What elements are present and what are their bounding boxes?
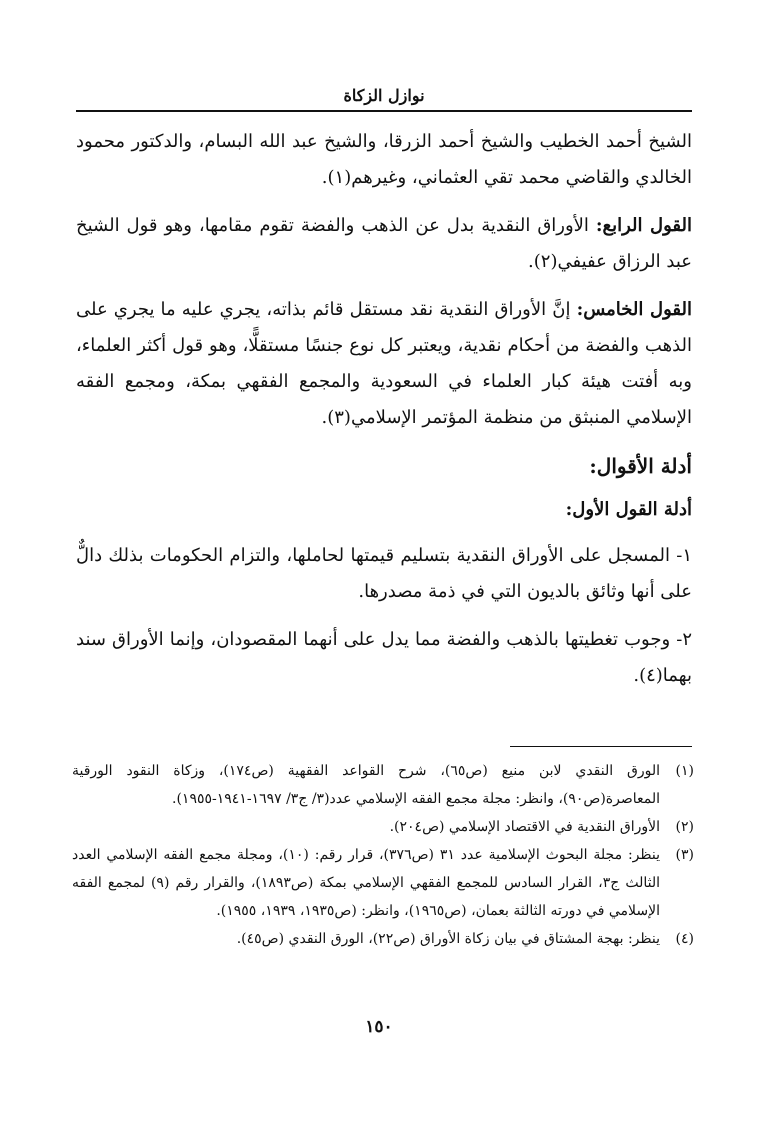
paragraph-lead: القول الخامس: (576, 299, 693, 320)
running-head: نوازل الزكاة (343, 86, 425, 105)
footnote-number: (١) (675, 763, 694, 779)
section-heading: أدلة الأقوال: (589, 454, 692, 478)
footnote-number: (٢) (675, 819, 694, 835)
footnote (72, 757, 694, 813)
footnote (72, 925, 694, 953)
paragraph-fourth-opinion (76, 208, 692, 280)
evidence-item: ٢- وجوب تغطيتها بالذهب والفضة مما يدل على أنهما المقصودان، وإنما الأوراق سند بهما(٤). (76, 629, 692, 686)
evidence-item: ١- المسجل على الأوراق النقدية بتسليم قيمتها لحاملها، والتزام الحكومات بذلك دالٌّ على أنها وثائق بالديون التي في ذمة مصدرها. (76, 545, 692, 602)
footnote-text: ينظر: مجلة البحوث الإسلامية عدد ٣١ (ص٣٧٦)، قرار رقم: (١٠)، ومجلة مجمع الفقه الإسلامي العدد الثالث ج٣، القرار السادس للمجمع الفقهي الإسلامي بمكة (ص١٨٩٣)، والقرار رقم (٩) لمجمع الفقه الإسلامي في دورته الثالثة بعمان، (ص١٩٦٥)، وانظر: (ص١٩٣٥، ١٩٣٩، ١٩٥٥). (72, 847, 661, 919)
footnote-text: الأوراق النقدية في الاقتصاد الإسلامي (ص٢٠٤). (389, 819, 660, 835)
footnote-number: (٣) (675, 847, 694, 863)
footnote-text: ينظر: بهجة المشتاق في بيان زكاة الأوراق (ص٢٢)، الورق النقدي (ص٤٥). (236, 931, 660, 947)
paragraph-fifth-opinion (76, 292, 692, 436)
paragraph-lead: القول الرابع: (595, 215, 693, 236)
paragraph-text: الأوراق النقدية بدل عن الذهب والفضة تقوم مقامها، وهو قول الشيخ عبد الرزاق عفيفي(٢). (76, 215, 692, 272)
page-number: ١٥٠ (365, 1017, 393, 1037)
subsection-heading: أدلة القول الأول: (565, 499, 692, 520)
header-rule (76, 110, 692, 112)
paragraph-text: الشيخ أحمد الخطيب والشيخ أحمد الزرقا، والشيخ عبد الله البسام، والدكتور محمود الخالدي والقاضي محمد تقي العثماني، وغيرهم(١). (76, 131, 692, 188)
footnote-number: (٤) (675, 931, 694, 947)
footnote (72, 841, 694, 925)
footnote-separator (510, 746, 692, 747)
footnote (72, 813, 694, 841)
main-text (76, 124, 692, 706)
footnote-text: الورق النقدي لابن منيع (ص٦٥)، شرح القواعد الفقهية (ص١٧٤)، وزكاة النقود الورقية المعاصرة(ص٩٠)، وانظر: مجلة مجمع الفقه الإسلامي عدد(٣/ ج٣/ ١٦٩٧-١٩٤١-١٩٥٥). (72, 763, 661, 807)
footnotes (72, 757, 694, 953)
paragraph-text: إنَّ الأوراق النقدية نقد مستقل قائم بذاته، يجري عليه ما يجري على الذهب والفضة من أحكام نقدية، ويعتبر كل نوع جنسًا مستقلًّا، وهو قول أكثر العلماء، وبه أفتت هيئة كبار العلماء في السعودية والمجمع الفقهي بمكة، ومجمع الفقه الإسلامي المنبثق من منظمة المؤتمر الإسلامي(٣). (76, 299, 692, 428)
paragraph-continuation (76, 124, 692, 196)
